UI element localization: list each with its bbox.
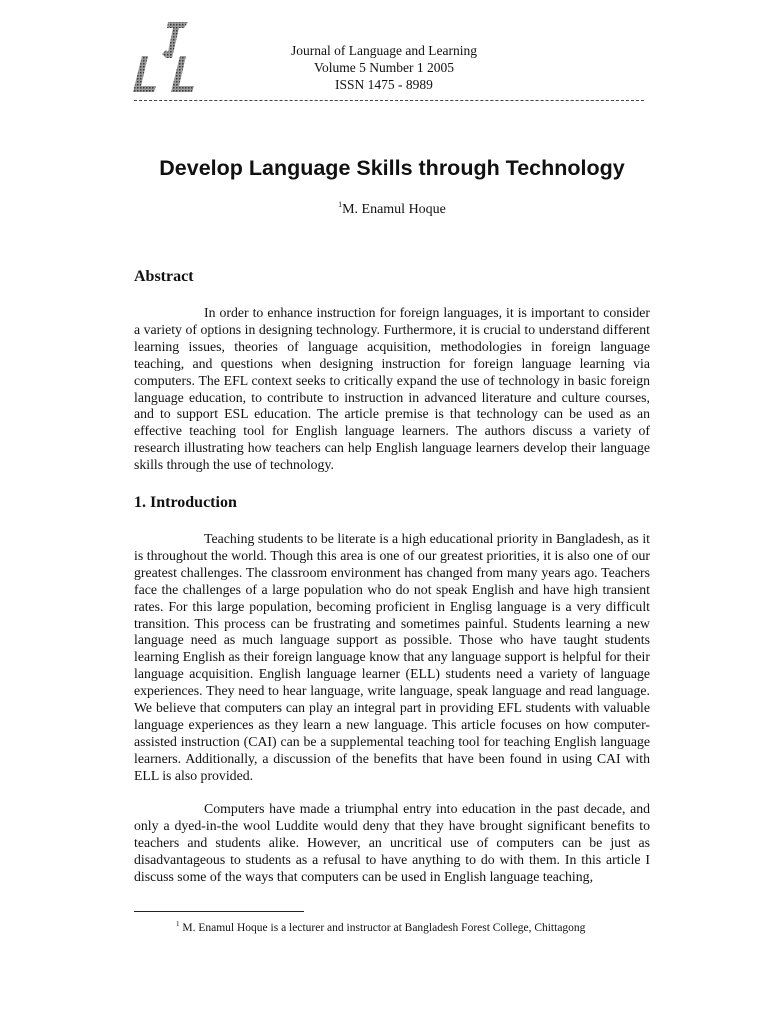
author-footnote-marker: 1 bbox=[338, 200, 343, 209]
footnote-divider bbox=[134, 911, 304, 912]
introduction-heading: 1. Introduction bbox=[134, 494, 237, 511]
intro-paragraph-2: Computers have made a triumphal entry into education in the past decade, and only a dyed-in-the wool Luddite would deny that they have brought significant benefits to teachers and students alike. However, an uncritical use of computers can be just as disadvantageous to students as a refusal to have anything to do with them. In this article I discuss some of the ways that computers can be used in English language teaching, bbox=[134, 801, 650, 884]
header-divider bbox=[134, 100, 644, 101]
footnote-marker: 1 bbox=[176, 920, 180, 928]
journal-logo bbox=[128, 18, 208, 96]
intro-paragraph-1: Teaching students to be literate is a high educational priority in Bangladesh, as it is throughout the world. Though this area is one of our greatest priorities, it is also one of our greatest challenges. The classroom environment has changed from many years ago. Teachers face the challenges of a large population who do not speak English and have high transient rates. For this large population, becoming proficient in Englisg language is a very difficult transition. This process can be frustrating and sometimes painful. Students learning a new language need as much language support as possible. Those who have taught students learning English as their foreign language know that any language support is helpful for their language acquisition. English language learner (ELL) students need a variety of language experiences. They need to hear language, write language, speak language and read language. We believe that computers can play an integral part in providing EFL students with valuable language experiences as they learn a new language. This article focuses on how computer-assisted instruction (CAI) can be a supplemental teaching tool for teaching English language learners. Additionally, a discussion of the benefits that have been found in using CAI with ELL is also provided. bbox=[134, 531, 650, 783]
footnote bbox=[176, 920, 585, 934]
abstract-text: In order to enhance instruction for foreign languages, it is important to consider a variety of options in designing technology. Furthermore, it is crucial to understand different learning issues, theories of language acquisition, methodologies in foreign language teaching, and questions when designing instruction for foreign language learning via computers. The EFL context seeks to critically expand the use of technology in basic foreign language education, to contribute to instruction in advanced literature and culture courses, and to support ESL education. The article premise is that technology can be used as an effective teaching tool for English language learners. The authors discuss a variety of research illustrating how teachers can help English language learners develop their language skills through the use of technology. bbox=[134, 305, 650, 473]
journal-name: Journal of Language and Learning bbox=[291, 43, 477, 58]
footnote-text: M. Enamul Hoque is a lecturer and instructor at Bangladesh Forest College, Chittagong bbox=[182, 922, 586, 934]
journal-volume: Volume 5 Number 1 2005 bbox=[314, 60, 454, 75]
author-line bbox=[0, 200, 768, 218]
journal-info bbox=[200, 42, 568, 93]
paper-title: Develop Language Skills through Technology bbox=[159, 156, 625, 180]
abstract-heading: Abstract bbox=[134, 268, 194, 285]
author-name: M. Enamul Hoque bbox=[342, 202, 446, 217]
journal-issn: ISSN 1475 - 8989 bbox=[335, 77, 433, 92]
